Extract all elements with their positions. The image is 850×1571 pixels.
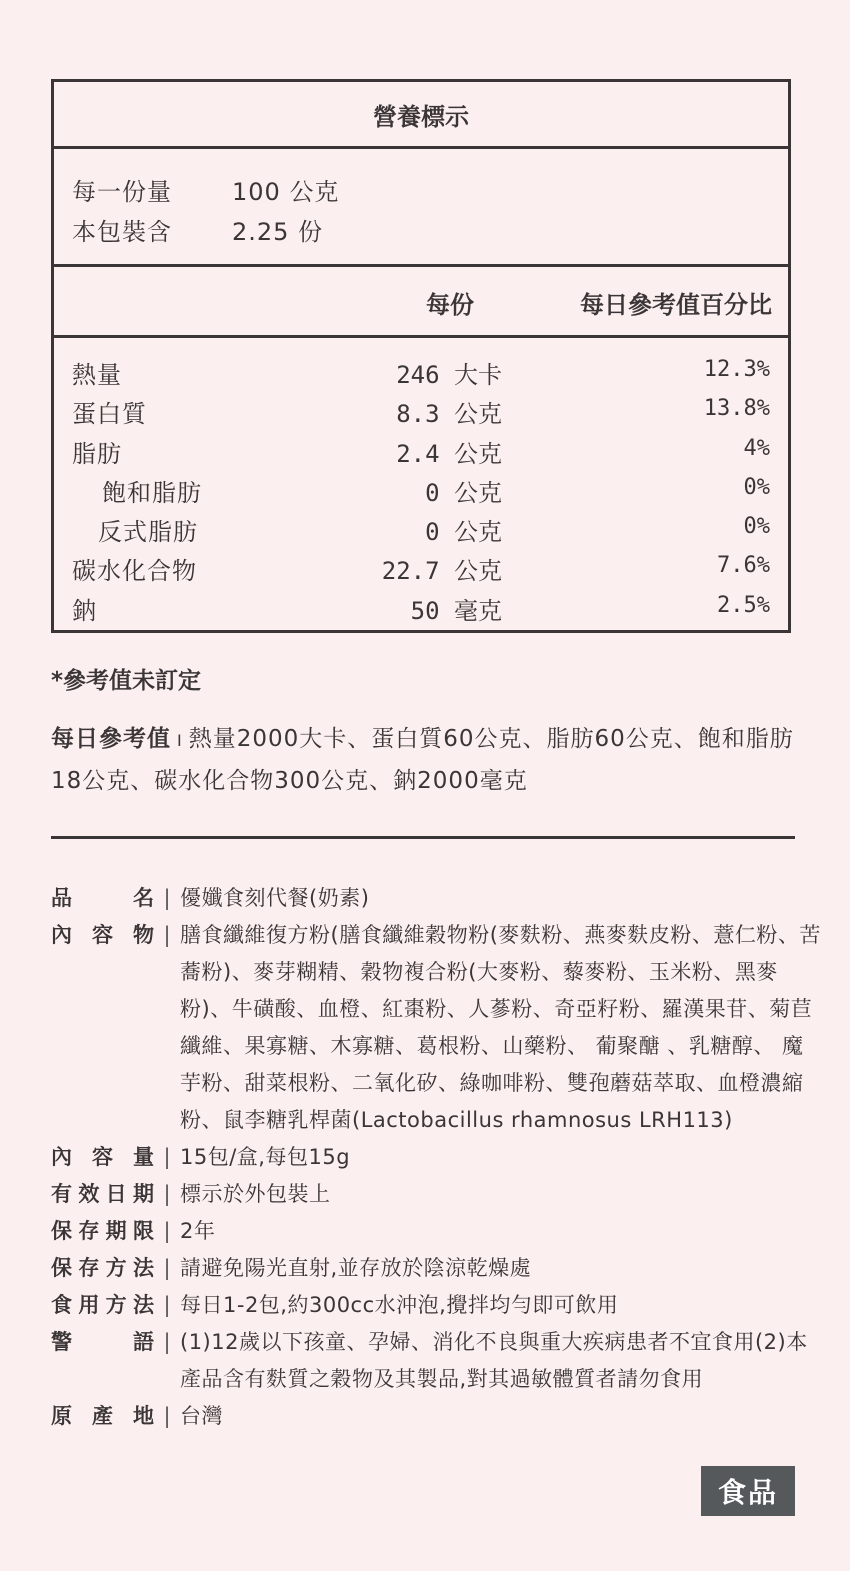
nutrient-name: 熱量 [72,361,122,389]
nutrient-pct: 12.3% [703,357,770,382]
nutrient-row-fat [54,431,788,470]
info-key-char: 名 [133,886,154,910]
info-key-char: 量 [133,1145,154,1169]
nutrient-amount: 0 公克 [425,478,502,507]
nutrient-pct: 0% [743,474,770,500]
info-key-char: 法 [132,1256,154,1280]
info-key-char: 存 [78,1219,100,1243]
info-key-char: 有 [51,1182,72,1206]
servings-row [72,209,788,249]
info-key [51,917,154,1139]
reference-note: *參考值未訂定 [51,668,202,694]
servings-value: 2.25 份 [232,217,324,246]
nutrient-name: 鈉 [72,596,97,625]
info-key-char: 保 [51,1219,72,1243]
info-row [51,1398,821,1435]
info-separator: | [163,1145,171,1169]
nutrient-amount: 2.4 公克 [396,439,502,468]
divider [51,836,795,839]
serving-size-label: 每一份量 [72,177,172,206]
info-key-char: 原 [51,1404,72,1428]
serving-size-row [72,169,788,209]
nutrient-name: 反式脂肪 [98,518,198,547]
info-separator: | [163,923,171,947]
nutrient-amount: 22.7 公克 [381,557,502,586]
info-key-char: 語 [133,1330,154,1354]
nutrient-row-energy [54,352,788,391]
info-key [51,1139,154,1176]
info-key-char: 限 [132,1219,154,1243]
info-key [51,1213,154,1250]
info-key [51,1250,154,1287]
food-badge: 食品 [701,1466,795,1516]
nutrient-row-carbohydrate [54,548,788,587]
info-row [51,1324,821,1398]
info-value: 15包/盒,每包15g [180,1145,351,1169]
dri-separator: I [177,731,183,750]
col-per-serving: 每份 [426,291,474,319]
nutrient-name: 飽和脂肪 [102,478,202,507]
info-key-char: 內 [51,1145,72,1169]
nutrient-name: 蛋白質 [72,400,147,429]
info-key-char: 警 [51,1330,72,1354]
info-row [51,1250,821,1287]
nutrient-pct: 4% [743,435,770,461]
info-key [51,880,154,917]
serving-info [54,149,788,267]
nutrition-facts-panel [51,79,791,633]
info-key-char: 方 [105,1256,127,1280]
info-key-char: 效 [78,1182,100,1206]
info-key-char: 食 [51,1293,72,1317]
info-key-char: 期 [105,1219,127,1243]
nutrient-name: 碳水化合物 [72,557,197,586]
info-separator: | [163,1293,171,1317]
info-value: 台灣 [180,1404,223,1428]
serving-size-value: 100 公克 [232,177,340,206]
dri-text: 熱量2000大卡、蛋白質60公克、脂肪60公克、飽和脂肪18公克、碳水化合物300公克、鈉2000毫克 [51,726,794,794]
info-key-char: 保 [51,1256,72,1280]
info-key-char: 品 [51,886,72,910]
nutrient-amount: 50 毫克 [410,596,502,625]
info-value: 優孅食刻代餐(奶素) [180,886,370,910]
nutrient-amount: 0 公克 [425,518,502,547]
dri-lead: 每日參考值 [51,726,171,752]
info-row [51,1176,821,1213]
info-value: 膳食纖維復方粉(膳食纖維穀物粉(麥麩粉、燕麥麩皮粉、薏仁粉、苦蕎粉)、麥芽糊精、穀物複合粉(大麥粉、藜麥粉、玉米粉、黑麥粉)、牛磺酸、血橙、紅棗粉、人蔘粉、奇亞籽粉、羅漢果苷、菊苣纖維、果寡糖、木寡糖、葛根粉、山藥粉、 葡聚醣 、乳糖醇、 魔芋粉、甜菜根粉、二氧化矽、綠咖啡粉、雙孢蘑菇萃取、血橙濃縮粉、鼠李糖乳桿菌(Lactobacillus rhamnosus LRH113) [180,923,821,1132]
info-key-char: 法 [132,1293,154,1317]
info-key [51,1176,154,1213]
info-key-char: 用 [78,1293,100,1317]
nutrient-pct: 7.6% [717,553,770,579]
info-separator: | [163,1256,171,1280]
nutrient-pct: 0% [743,514,770,540]
nutrient-amount: 246 大卡 [396,361,502,389]
info-row [51,880,821,917]
nutrient-row-saturated-fat [54,470,788,509]
info-value: 2年 [180,1219,216,1243]
info-value: 每日1-2包,約300cc水沖泡,攪拌均勻即可飲用 [180,1293,619,1317]
info-key-char: 容 [92,923,113,947]
info-value: (1)12歲以下孩童、孕婦、消化不良與重大疾病患者不宜食用(2)本產品含有麩質之穀物及其製品,對其過敏體質者請勿食用 [180,1330,808,1391]
nutrient-row-sodium [54,588,788,627]
product-info [51,880,821,1435]
info-key [51,1287,154,1324]
info-key-char: 容 [92,1145,113,1169]
info-key [51,1324,154,1398]
info-row [51,1213,821,1250]
info-separator: | [163,886,171,910]
info-row [51,1287,821,1324]
info-key-char: 地 [133,1404,154,1428]
info-separator: | [163,1404,171,1428]
info-row [51,1139,821,1176]
info-key-char: 物 [133,923,154,947]
info-key-char: 內 [51,923,72,947]
nutrient-row-trans-fat [54,509,788,548]
info-value: 請避免陽光直射,並存放於陰涼乾燥處 [180,1256,532,1280]
info-key-char: 方 [105,1293,127,1317]
panel-title: 營養標示 [54,82,788,149]
info-value: 標示於外包裝上 [180,1182,331,1206]
daily-reference-values [51,719,811,801]
col-daily-pct: 每日參考值百分比 [580,291,772,319]
column-headers [54,267,788,338]
nutrient-pct: 2.5% [717,592,770,618]
info-key-char: 期 [132,1182,154,1206]
info-separator: | [163,1182,171,1206]
info-key-char: 日 [105,1182,127,1206]
nutrient-name: 脂肪 [72,439,122,468]
info-separator: | [163,1219,171,1243]
info-separator: | [163,1330,171,1354]
info-key-char: 產 [92,1404,113,1428]
nutrient-row-protein [54,391,788,430]
nutrient-table [54,338,788,627]
info-key [51,1398,154,1435]
info-row [51,917,821,1139]
nutrient-pct: 13.8% [703,396,770,422]
nutrient-amount: 8.3 公克 [396,400,502,429]
servings-label: 本包裝含 [72,217,172,246]
info-key-char: 存 [78,1256,100,1280]
